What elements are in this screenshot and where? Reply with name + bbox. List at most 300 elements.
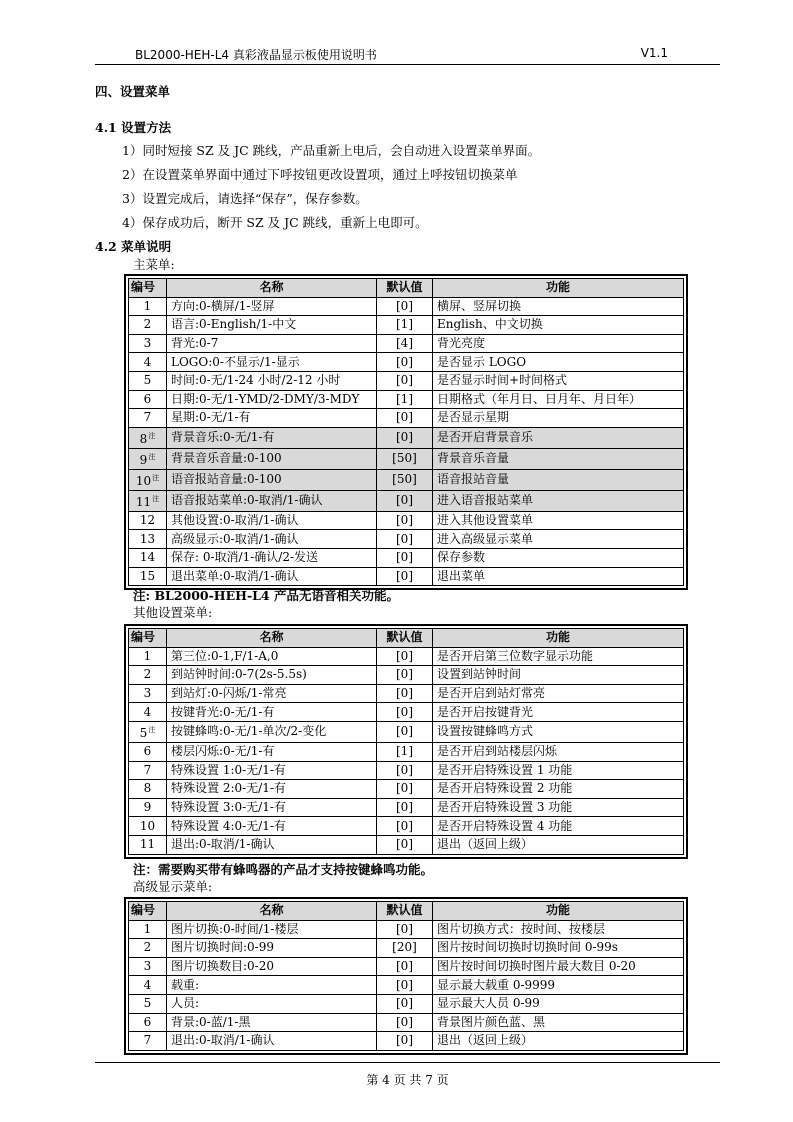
cell-function <box>433 647 684 666</box>
cell-no <box>129 427 167 448</box>
cell-function-text: 是否开启特殊设置 2 功能 <box>437 781 573 796</box>
cell-name-text: 方向:0-横屏/1-竖屏 <box>171 298 275 313</box>
other-menu-table <box>124 624 688 859</box>
cell-name-text: 到站钟时间:0-7(2s-5.5s) <box>171 667 307 682</box>
cell-default-text: [0] <box>396 531 413 546</box>
cell-name <box>167 297 377 316</box>
cell-function-text: 设置按键蜂鸣方式 <box>437 724 534 739</box>
cell-name <box>167 761 377 780</box>
cell-no-text: 7 <box>143 1033 152 1048</box>
cell-function <box>433 835 684 854</box>
document-version: V1.1 <box>640 46 668 60</box>
cell-no <box>129 390 167 409</box>
cell-no <box>129 490 167 511</box>
table-row <box>129 684 684 703</box>
table-row <box>129 390 684 409</box>
cell-default-text: [0] <box>396 513 413 528</box>
cell-no <box>129 409 167 428</box>
cell-default-text: [0] <box>396 550 413 565</box>
cell-function-text: 语音报站音量 <box>437 472 510 487</box>
cell-function-text: 退出菜单 <box>437 568 486 583</box>
col-header-default: 默认值 <box>377 629 433 648</box>
cell-name-text: 特殊设置 4:0-无/1-有 <box>171 818 286 833</box>
cell-default <box>377 957 433 976</box>
cell-name <box>167 511 377 530</box>
cell-name-text: 第三位:0-1,F/1-A,0 <box>171 648 279 663</box>
method-step: 4）保存成功后，断开 SZ 及 JC 跳线，重新上电即可。 <box>122 215 428 230</box>
note-marker: 注 <box>152 473 160 482</box>
cell-name-text: 图片切换数目:0-20 <box>171 959 275 974</box>
cell-name-text: 退出:0-取消/1-确认 <box>171 837 275 852</box>
cell-function <box>433 1032 684 1051</box>
cell-default-text: [0] <box>396 996 413 1011</box>
cell-name-text: 高级显示:0-取消/1-确认 <box>171 531 299 546</box>
cell-function <box>433 957 684 976</box>
cell-default-text: [4] <box>396 336 413 351</box>
cell-no-text: 7 <box>143 410 152 425</box>
table-row <box>129 835 684 854</box>
cell-name <box>167 490 377 511</box>
cell-name-text: 载重: <box>171 977 200 992</box>
table-row <box>129 548 684 567</box>
table-row <box>129 647 684 666</box>
cell-name <box>167 334 377 353</box>
cell-function <box>433 448 684 469</box>
method-title: 4.1 设置方法 <box>95 120 172 135</box>
cell-name <box>167 684 377 703</box>
cell-no <box>129 511 167 530</box>
cell-default <box>377 920 433 939</box>
cell-function-text: 是否显示时间+时间格式 <box>437 373 568 388</box>
cell-function <box>433 316 684 335</box>
col-header-default: 默认值 <box>377 902 433 921</box>
col-header-function: 功能 <box>433 902 684 921</box>
note-marker: 注 <box>152 494 160 503</box>
cell-name <box>167 567 377 586</box>
table-row <box>129 297 684 316</box>
cell-function-text: 是否开启特殊设置 4 功能 <box>437 818 573 833</box>
cell-default <box>377 334 433 353</box>
method-step: 2）在设置菜单界面中通过下呼按钮更改设置项，通过上呼按钮切换菜单 <box>122 167 518 182</box>
cell-function <box>433 353 684 372</box>
advanced-menu-table <box>124 897 688 1055</box>
cell-function-text: 设置到站钟时间 <box>437 667 522 682</box>
cell-no-text: 15 <box>139 568 156 583</box>
cell-default <box>377 297 433 316</box>
cell-default-text: [20] <box>392 940 417 955</box>
cell-name-text: 按键蜂鸣:0-无/1-单次/2-变化 <box>171 724 327 739</box>
table-row <box>129 1013 684 1032</box>
cell-default-text: [1] <box>396 744 413 759</box>
cell-default-text: [50] <box>392 451 417 466</box>
cell-no-text: 5 <box>143 996 152 1011</box>
cell-no <box>129 448 167 469</box>
cell-no-text: 3 <box>143 686 152 701</box>
table-row <box>129 511 684 530</box>
cell-no-text: 5 <box>143 373 152 388</box>
page-number: 第 4 页 共 7 页 <box>366 1073 449 1087</box>
cell-function <box>433 567 684 586</box>
cell-name-text: 特殊设置 2:0-无/1-有 <box>171 781 286 796</box>
col-header-function: 功能 <box>433 279 684 298</box>
cell-default-text: [0] <box>396 667 413 682</box>
cell-default <box>377 761 433 780</box>
cell-default <box>377 511 433 530</box>
cell-no-text: 4 <box>143 977 152 992</box>
cell-name-text: 背景音乐:0-无/1-有 <box>171 430 275 445</box>
cell-function <box>433 920 684 939</box>
section-title: 四、设置菜单 <box>95 84 171 99</box>
cell-function-text: 进入其他设置菜单 <box>437 513 534 528</box>
cell-no <box>129 920 167 939</box>
cell-function <box>433 1013 684 1032</box>
cell-no <box>129 353 167 372</box>
cell-name <box>167 721 377 742</box>
cell-default-text: [0] <box>396 648 413 663</box>
cell-function <box>433 817 684 836</box>
cell-name-text: 到站灯:0-闪烁/1-常亮 <box>171 686 287 701</box>
cell-default-text: [0] <box>396 430 413 445</box>
cell-no <box>129 316 167 335</box>
col-header-no: 编号 <box>129 902 167 921</box>
main-menu-table <box>124 274 688 590</box>
cell-no <box>129 957 167 976</box>
cell-default <box>377 316 433 335</box>
cell-default-text: [0] <box>396 959 413 974</box>
cell-default <box>377 742 433 761</box>
cell-function-text: 图片按时间切换时切换时间 0-99s <box>437 940 618 955</box>
table-row <box>129 334 684 353</box>
cell-name <box>167 666 377 685</box>
cell-function-text: 是否开启按键背光 <box>437 704 534 719</box>
cell-name <box>167 780 377 799</box>
cell-name-text: 日期:0-无/1-YMD/2-DMY/3-MDY <box>171 391 360 406</box>
cell-name <box>167 742 377 761</box>
cell-default <box>377 371 433 390</box>
cell-no <box>129 334 167 353</box>
cell-no-text: 3 <box>143 959 152 974</box>
cell-no <box>129 742 167 761</box>
cell-function-text: 进入高级显示菜单 <box>437 531 534 546</box>
cell-default-text: [0] <box>396 354 413 369</box>
cell-no-text: 6 <box>143 744 152 759</box>
cell-no <box>129 798 167 817</box>
cell-name-text: 图片切换时间:0-99 <box>171 940 275 955</box>
cell-name <box>167 798 377 817</box>
page-header <box>95 40 720 65</box>
table-header-row <box>129 279 684 298</box>
cell-no <box>129 939 167 958</box>
cell-function-text: 退出（返回上级） <box>437 1033 534 1048</box>
cell-function-text: 显示最大载重 0-9999 <box>437 977 556 992</box>
method-step: 1）同时短接 SZ 及 JC 跳线，产品重新上电后，会自动进入设置菜单界面。 <box>122 143 541 158</box>
cell-no <box>129 721 167 742</box>
table-row <box>129 798 684 817</box>
page-footer <box>95 1062 720 1087</box>
table-row <box>129 939 684 958</box>
note-marker: 注 <box>148 725 156 734</box>
cell-function <box>433 761 684 780</box>
col-header-name: 名称 <box>167 279 377 298</box>
cell-function <box>433 427 684 448</box>
cell-no-text: 11 <box>135 494 152 509</box>
cell-default <box>377 548 433 567</box>
cell-name <box>167 371 377 390</box>
table-row <box>129 761 684 780</box>
cell-default <box>377 530 433 549</box>
cell-default <box>377 817 433 836</box>
cell-default <box>377 798 433 817</box>
cell-function-text: 背光亮度 <box>437 336 486 351</box>
cell-default-text: [0] <box>396 410 413 425</box>
cell-no <box>129 567 167 586</box>
cell-default-text: [0] <box>396 568 413 583</box>
cell-default <box>377 427 433 448</box>
cell-function <box>433 469 684 490</box>
cell-default-text: [0] <box>396 762 413 777</box>
table-header-row <box>129 629 684 648</box>
cell-no <box>129 835 167 854</box>
table-row <box>129 409 684 428</box>
cell-default <box>377 647 433 666</box>
cell-name-text: 退出:0-取消/1-确认 <box>171 1033 275 1048</box>
cell-name-text: 背景音乐音量:0-100 <box>171 451 282 466</box>
cell-default-text: [50] <box>392 472 417 487</box>
table-row <box>129 666 684 685</box>
main-menu-caption: 主菜单: <box>133 257 175 272</box>
cell-name <box>167 920 377 939</box>
cell-no <box>129 647 167 666</box>
cell-no-text: 9 <box>143 800 152 815</box>
cell-no-text: 4 <box>143 704 152 719</box>
cell-function <box>433 780 684 799</box>
cell-name-text: LOGO:0-不显示/1-显示 <box>171 354 300 369</box>
table-row <box>129 703 684 722</box>
cell-no-text: 1 <box>143 648 152 663</box>
cell-no-text: 2 <box>143 940 152 955</box>
table-row <box>129 994 684 1013</box>
cell-no <box>129 976 167 995</box>
cell-default-text: [0] <box>396 724 413 739</box>
note-marker: 注 <box>148 452 156 461</box>
cell-default <box>377 939 433 958</box>
cell-name <box>167 353 377 372</box>
cell-no <box>129 780 167 799</box>
cell-no-text: 10 <box>135 473 152 488</box>
cell-default-text: [1] <box>396 317 413 332</box>
table-row <box>129 567 684 586</box>
cell-function-text: 图片按时间切换时图片最大数目 0-20 <box>437 959 636 974</box>
cell-name <box>167 994 377 1013</box>
table-row <box>129 469 684 490</box>
cell-name-text: 人员: <box>171 996 200 1011</box>
cell-no-text: 6 <box>143 1014 152 1029</box>
cell-no-text: 6 <box>143 391 152 406</box>
cell-name <box>167 1032 377 1051</box>
cell-name <box>167 530 377 549</box>
col-header-function: 功能 <box>433 629 684 648</box>
cell-function <box>433 530 684 549</box>
cell-no-text: 2 <box>143 317 152 332</box>
method-step: 3）设置完成后，请选择“保存”，保存参数。 <box>122 191 368 206</box>
table-row <box>129 976 684 995</box>
cell-function <box>433 490 684 511</box>
cell-name <box>167 409 377 428</box>
cell-no <box>129 469 167 490</box>
cell-function-text: 进入语音报站菜单 <box>437 493 534 508</box>
cell-function-text: 是否显示星期 <box>437 410 510 425</box>
cell-function <box>433 994 684 1013</box>
cell-name <box>167 957 377 976</box>
cell-no <box>129 548 167 567</box>
cell-default <box>377 469 433 490</box>
cell-name-text: 保存: 0-取消/1-确认/2-发送 <box>171 550 319 565</box>
cell-no-text: 2 <box>143 667 152 682</box>
cell-name-text: 语音报站菜单:0-取消/1-确认 <box>171 493 323 508</box>
cell-name-text: 楼层闪烁:0-无/1-有 <box>171 744 275 759</box>
cell-function-text: 背景音乐音量 <box>437 451 510 466</box>
cell-default-text: [0] <box>396 818 413 833</box>
cell-no <box>129 297 167 316</box>
cell-function-text: 显示最大人员 0-99 <box>437 996 540 1011</box>
cell-default-text: [0] <box>396 781 413 796</box>
cell-default <box>377 390 433 409</box>
col-header-no: 编号 <box>129 279 167 298</box>
cell-function-text: 日期格式（年月日、日月年、月日年） <box>437 391 642 406</box>
table-row <box>129 1032 684 1051</box>
cell-function <box>433 684 684 703</box>
cell-name-text: 特殊设置 1:0-无/1-有 <box>171 762 286 777</box>
table-row <box>129 427 684 448</box>
note-marker: 注 <box>148 431 156 440</box>
cell-default-text: [0] <box>396 1033 413 1048</box>
cell-no-text: 10 <box>139 818 156 833</box>
cell-default <box>377 684 433 703</box>
cell-name-text: 语言:0-English/1-中文 <box>171 317 297 332</box>
cell-function <box>433 798 684 817</box>
cell-default <box>377 490 433 511</box>
table-row <box>129 530 684 549</box>
cell-no <box>129 530 167 549</box>
cell-name-text: 语音报站音量:0-100 <box>171 472 282 487</box>
cell-name <box>167 939 377 958</box>
cell-no <box>129 371 167 390</box>
cell-function <box>433 390 684 409</box>
cell-name <box>167 390 377 409</box>
cell-function-text: 是否开启特殊设置 1 功能 <box>437 762 573 777</box>
cell-default-text: [0] <box>396 977 413 992</box>
cell-function-text: 是否开启第三位数字显示功能 <box>437 648 594 663</box>
cell-default <box>377 994 433 1013</box>
cell-function-text: 保存参数 <box>437 550 486 565</box>
cell-no-text: 8 <box>139 431 148 446</box>
cell-no <box>129 761 167 780</box>
cell-default <box>377 1013 433 1032</box>
cell-default <box>377 976 433 995</box>
cell-default-text: [0] <box>396 1014 413 1029</box>
cell-default-text: [0] <box>396 837 413 852</box>
cell-no-text: 5 <box>139 725 148 740</box>
cell-name <box>167 448 377 469</box>
cell-default <box>377 448 433 469</box>
table-header-row <box>129 902 684 921</box>
col-header-default: 默认值 <box>377 279 433 298</box>
menu-desc-title: 4.2 菜单说明 <box>95 239 172 254</box>
cell-function <box>433 409 684 428</box>
cell-default-text: [0] <box>396 800 413 815</box>
cell-default <box>377 780 433 799</box>
cell-default-text: [0] <box>396 373 413 388</box>
cell-no <box>129 1013 167 1032</box>
cell-function-text: 是否开启到站灯常亮 <box>437 686 546 701</box>
table-row <box>129 957 684 976</box>
table-row <box>129 742 684 761</box>
cell-default <box>377 721 433 742</box>
cell-name <box>167 835 377 854</box>
advanced-menu-caption: 高级显示菜单: <box>133 879 213 894</box>
cell-default-text: [0] <box>396 298 413 313</box>
cell-default <box>377 409 433 428</box>
table-row <box>129 353 684 372</box>
cell-name-text: 退出菜单:0-取消/1-确认 <box>171 568 299 583</box>
cell-function <box>433 703 684 722</box>
col-header-no: 编号 <box>129 629 167 648</box>
cell-function <box>433 666 684 685</box>
cell-no-text: 11 <box>139 837 156 852</box>
cell-function-text: 背景图片颜色蓝、黑 <box>437 1014 546 1029</box>
cell-function-text: English、中文切换 <box>437 317 543 332</box>
cell-name <box>167 703 377 722</box>
cell-function-text: 图片切换方式：按时间、按楼层 <box>437 921 606 936</box>
cell-name-text: 背景:0-蓝/1-黑 <box>171 1014 251 1029</box>
cell-default <box>377 835 433 854</box>
main-menu-note: 注: BL2000-HEH-L4 产品无语音相关功能。 <box>133 588 399 603</box>
cell-no <box>129 1032 167 1051</box>
document-title: BL2000-HEH-L4 真彩液晶显示板使用说明书 <box>135 48 377 62</box>
cell-name <box>167 1013 377 1032</box>
cell-name <box>167 817 377 836</box>
cell-default-text: [0] <box>396 686 413 701</box>
cell-function <box>433 721 684 742</box>
cell-default-text: [0] <box>396 493 413 508</box>
cell-name-text: 特殊设置 3:0-无/1-有 <box>171 800 286 815</box>
cell-no <box>129 817 167 836</box>
cell-name-text: 按键背光:0-无/1-有 <box>171 704 275 719</box>
cell-no-text: 9 <box>139 452 148 467</box>
col-header-name: 名称 <box>167 629 377 648</box>
cell-function-text: 退出（返回上级） <box>437 837 534 852</box>
cell-function-text: 横屏、竖屏切换 <box>437 298 522 313</box>
cell-default <box>377 353 433 372</box>
table-row <box>129 721 684 742</box>
cell-name-text: 星期:0-无/1-有 <box>171 410 251 425</box>
cell-no <box>129 703 167 722</box>
cell-function <box>433 297 684 316</box>
cell-function <box>433 939 684 958</box>
cell-no-text: 7 <box>143 762 152 777</box>
cell-default <box>377 1032 433 1051</box>
cell-name <box>167 647 377 666</box>
cell-function <box>433 742 684 761</box>
other-menu-note: 注：需要购买带有蜂鸣器的产品才支持按键蜂鸣功能。 <box>133 862 434 877</box>
col-header-name: 名称 <box>167 902 377 921</box>
cell-function <box>433 976 684 995</box>
table-row <box>129 490 684 511</box>
table-row <box>129 780 684 799</box>
cell-name-text: 图片切换:0-时间/1-楼层 <box>171 921 299 936</box>
cell-function-text: 是否开启到站楼层闪烁 <box>437 744 558 759</box>
table-row <box>129 316 684 335</box>
